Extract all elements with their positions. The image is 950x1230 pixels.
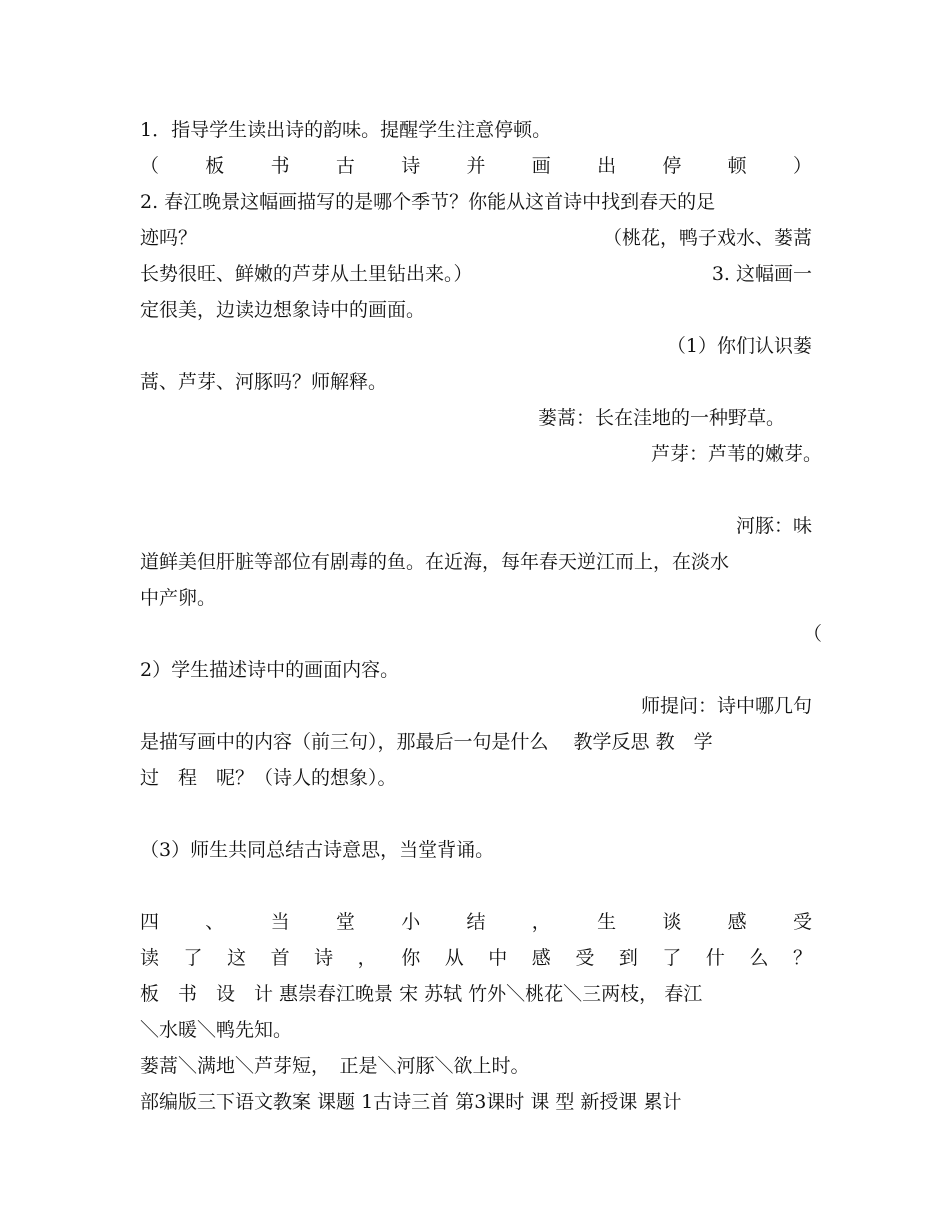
text-line: 是描写画中的内容（前三句），那最后一句是什么 教学反思 教 学 xyxy=(140,731,713,753)
text-line: 部编版三下语文教案 课题 1古诗三首 第3课时 课 型 新授课 累计 xyxy=(140,1091,682,1113)
text-char: 古 xyxy=(335,155,355,177)
text-line: 道鲜美但肝脏等部位有剧毒的鱼。在近海，每年春天逆江而上，在淡水 xyxy=(140,551,730,573)
text-line: （桃花，鸭子戏水、蒌蒿 xyxy=(602,227,812,249)
text-char: 堂 xyxy=(335,911,355,933)
text-line: 蒿、芦芽、河豚吗？师解释。 xyxy=(140,371,388,393)
text-char: ， xyxy=(531,911,551,933)
text-char: 停 xyxy=(662,155,682,177)
text-line: 2）学生描述诗中的画面内容。 xyxy=(140,659,400,681)
text-line: 迹吗？ xyxy=(140,227,198,249)
text-line: 芦芽：芦苇的嫩芽。 xyxy=(650,443,822,465)
text-line: 1．指导学生读出诗的韵味。提醒学生注意停顿。 xyxy=(140,119,552,141)
text-line-spaced xyxy=(140,154,812,178)
text-line: 师提问：诗中哪几句 xyxy=(640,695,812,717)
text-char: 么 xyxy=(749,947,769,969)
text-char: 、 xyxy=(205,911,225,933)
text-char: 感 xyxy=(531,947,551,969)
text-line: 过 程 呢？（诗人的想象）。 xyxy=(140,767,397,789)
text-char: 并 xyxy=(466,155,486,177)
text-line-spaced xyxy=(140,946,812,970)
text-char: 当 xyxy=(270,911,290,933)
text-char: 到 xyxy=(618,947,638,969)
text-char: 你 xyxy=(401,947,421,969)
text-char: 什 xyxy=(705,947,725,969)
text-line: （ xyxy=(802,623,822,645)
text-char: 谈 xyxy=(662,911,682,933)
text-line: 2. 春江晚景这幅画描写的是哪个季节？你能从这首诗中找到春天的足 xyxy=(140,191,716,213)
text-char: 四 xyxy=(140,911,160,933)
text-line: 3. 这幅画一 xyxy=(711,263,812,285)
text-line: ＼水暖＼鸭先知。 xyxy=(140,1019,293,1041)
text-char: ？ xyxy=(792,947,812,969)
text-char: 这 xyxy=(227,947,247,969)
text-line: 定很美，边读边想象诗中的画面。 xyxy=(140,299,426,321)
text-char: 小 xyxy=(401,911,421,933)
text-char: 了 xyxy=(662,947,682,969)
text-char: 从 xyxy=(444,947,464,969)
text-char: 中 xyxy=(488,947,508,969)
text-char: 首 xyxy=(270,947,290,969)
text-line: 长势很旺、鲜嫩的芦芽从土里钻出来。） xyxy=(140,263,473,285)
text-line: 蒌蒿＼满地＼芦芽短， 正是＼河豚＼欲上时。 xyxy=(140,1055,530,1077)
text-char: 板 xyxy=(205,155,225,177)
text-char: ， xyxy=(357,947,377,969)
text-line: （1）你们认识蒌 xyxy=(666,335,812,357)
text-char: 顿 xyxy=(727,155,747,177)
text-char: 书 xyxy=(270,155,290,177)
text-line: 河豚：味 xyxy=(735,515,812,537)
text-char: （ xyxy=(140,155,160,177)
text-char: 受 xyxy=(792,911,812,933)
text-char: ） xyxy=(792,155,812,177)
text-char: 感 xyxy=(727,911,747,933)
text-line: 蒌蒿：长在洼地的一种野草。 xyxy=(537,407,785,429)
text-line: 中产卵。 xyxy=(140,587,217,609)
text-char: 了 xyxy=(183,947,203,969)
text-char: 诗 xyxy=(314,947,334,969)
text-line: 板 书 设 计 惠崇春江晚景 宋 苏轼 竹外＼桃花＼三两枝， 春江 xyxy=(140,983,703,1005)
text-line: （3）师生共同总结古诗意思，当堂背诵。 xyxy=(140,839,495,861)
text-char: 画 xyxy=(531,155,551,177)
text-char: 诗 xyxy=(401,155,421,177)
text-line-spaced xyxy=(140,910,812,934)
text-char: 生 xyxy=(597,911,617,933)
text-char: 受 xyxy=(575,947,595,969)
text-char: 出 xyxy=(597,155,617,177)
text-char: 读 xyxy=(140,947,160,969)
text-char: 结 xyxy=(466,911,486,933)
